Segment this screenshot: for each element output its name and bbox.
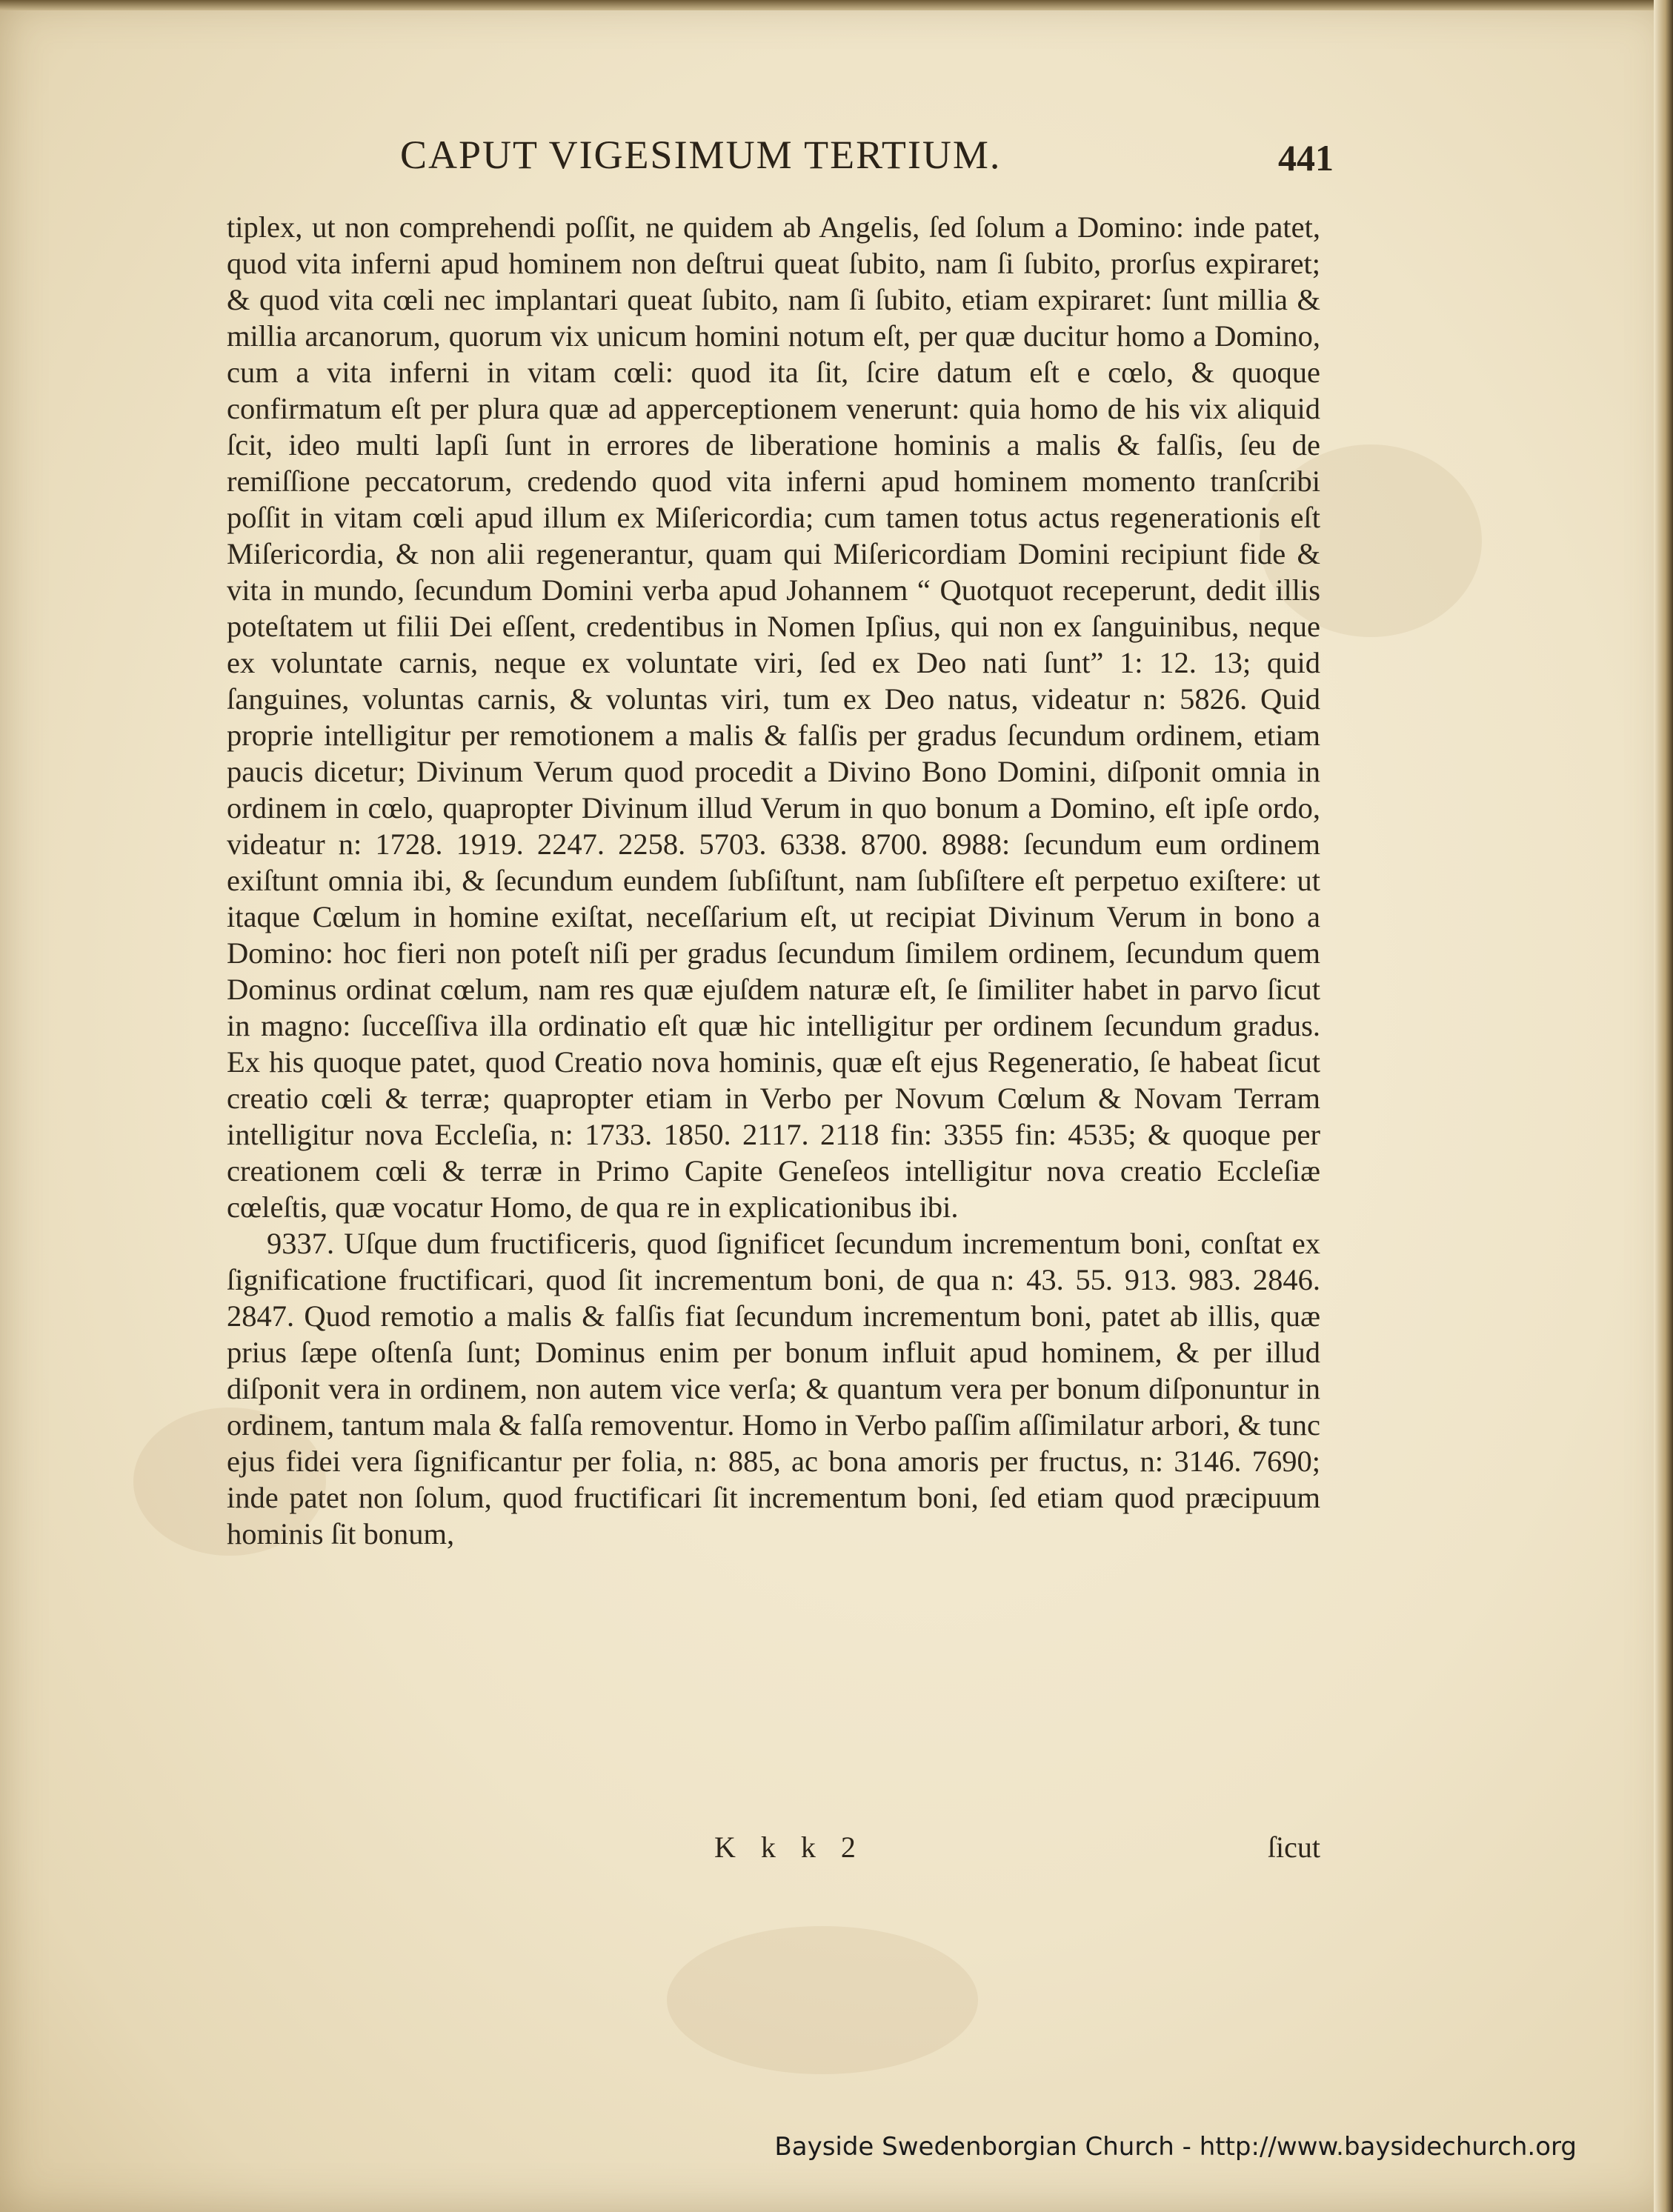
catchword: ſicut [1267, 1830, 1320, 1864]
paragraph-1: tiplex, ut non comprehendi poſſit, ne quidem ab Angelis, ſed ſolum a Domino: inde patet, quod vita inferni apud hominem non deſtrui queat ſubito, nam ſi ſubito, prorſus expiraret; & quod vita cœli nec implantari queat ſubito, nam ſi ſubito, etiam expiraret: ſunt millia & millia arcanorum, quorum vix unicum homini notum eſt, per quæ ducitur homo a Domino, cum a vita inferni in vitam cœli: quod ita ſit, ſcire datum eſt e cœlo, & quoque confirmatum eſt per plura quæ ad apperceptionem venerunt: quia homo de his vix aliquid ſcit, ideo multi lapſi ſunt in errores de liberatione hominis a malis & falſis, ſeu de remiſſione peccatorum, credendo quod vita inferni apud hominem momento tranſcribi poſſit in vitam cœli apud illum ex Miſericordia; cum tamen totus actus regenerationis eſt Miſericordia, & non alii regenerantur, quam qui Miſericordiam Domini recipiunt fide & vita in mundo, ſecundum Domini verba apud Johannem “ Quotquot receperunt, dedit illis poteſtatem ut filii Dei eſſent, credentibus in Nomen Ipſius, qui non ex ſanguinibus, neque ex voluntate carnis, neque ex voluntate viri, ſed ex Deo nati ſunt” 1: 12. 13; quid ſanguines, voluntas carnis, & voluntas viri, tum ex Deo natus, videatur n: 5826. Quid proprie intelligitur per remotionem a malis & falſis per gradus ſecundum ordinem, etiam paucis dicetur; Divinum Verum quod procedit a Divino Bono Domini, diſponit omnia in ordinem in cœlo, quapropter Divinum illud Verum in quo bonum a Domino, eſt ipſe ordo, videatur n: 1728. 1919. 2247. 2258. 5703. 6338. 8700. 8988: ſecundum eum ordinem exiſtunt omnia ibi, & ſecundum eundem ſubſiſtunt, nam ſubſiſtere eſt perpetuo exiſtere: ut itaque Cœlum in homine exiſtat, neceſſarium eſt, ut recipiat Divinum Verum in bono a Domino: hoc fieri non poteſt niſi per gradus ſecundum ſimilem ordinem, ſecundum quem Dominus ordinat cœlum, nam res quæ ejuſdem naturæ eſt, ſe ſimiliter habet in parvo ſicut in magno: ſucceſſiva illa ordinatio eſt quæ hic intelligitur per ordinem ſecundum gradus. Ex his quoque patet, quod Creatio nova hominis, quæ eſt ejus Regeneratio, ſe habeat ſicut creatio cœli & terræ; quapropter etiam in Verbo per Novum Cœlum & Novam Terram intelligitur nova Eccleſia, n: 1733. 1850. 2117. 2118 fin: 3355 fin: 4535; & quoque per creationem cœli & terræ in Primo Capite Geneſeos intelligitur nova creatio Eccleſiæ cœleſtis, quæ vocatur Homo, de qua re in explicationibus ibi. [227, 210, 1320, 1224]
page-footer [227, 1830, 1320, 1871]
paper-stain [667, 1926, 978, 2074]
paragraph-9337: 9337. Uſque dum fructificeris, quod ſignificet ſecundum incrementum boni, conſtat ex ſignificatione fructificari, quod ſit incrementum boni, de qua n: 43. 55. 913. 983. 2846. 2847. Quod remotio a malis & falſis fiat ſecundum incrementum boni, patet ab illis, quæ prius ſæpe oſtenſa ſunt; Dominus enim per bonum influit apud hominem, & per illud diſponit vera in ordinem, non autem vice verſa; & quantum vera per bonum diſponuntur in ordinem, tantum mala & falſa removentur. Homo in Verbo paſſim aſſimilatur arbori, & tunc ejus fidei vera ſignificantur per folia, n: 885, ac bona amoris per fructus, n: 3146. 7690; inde patet non ſolum, quod fructificari ſit incrementum boni, ſed etiam quod præcipuum hominis ſit bonum, [227, 1227, 1320, 1550]
page-top-edge [0, 0, 1673, 10]
page-gutter-edge [1654, 0, 1673, 2212]
body-text [227, 209, 1320, 1802]
page-number: 441 [1278, 137, 1334, 179]
watermark-credit: Bayside Swedenborgian Church - http://www.baysidechurch.org [774, 2132, 1577, 2162]
signature-mark: K k k 2 [714, 1830, 865, 1864]
running-head [222, 132, 1334, 191]
running-title: CAPUT VIGESIMUM TERTIUM. [400, 133, 1002, 177]
